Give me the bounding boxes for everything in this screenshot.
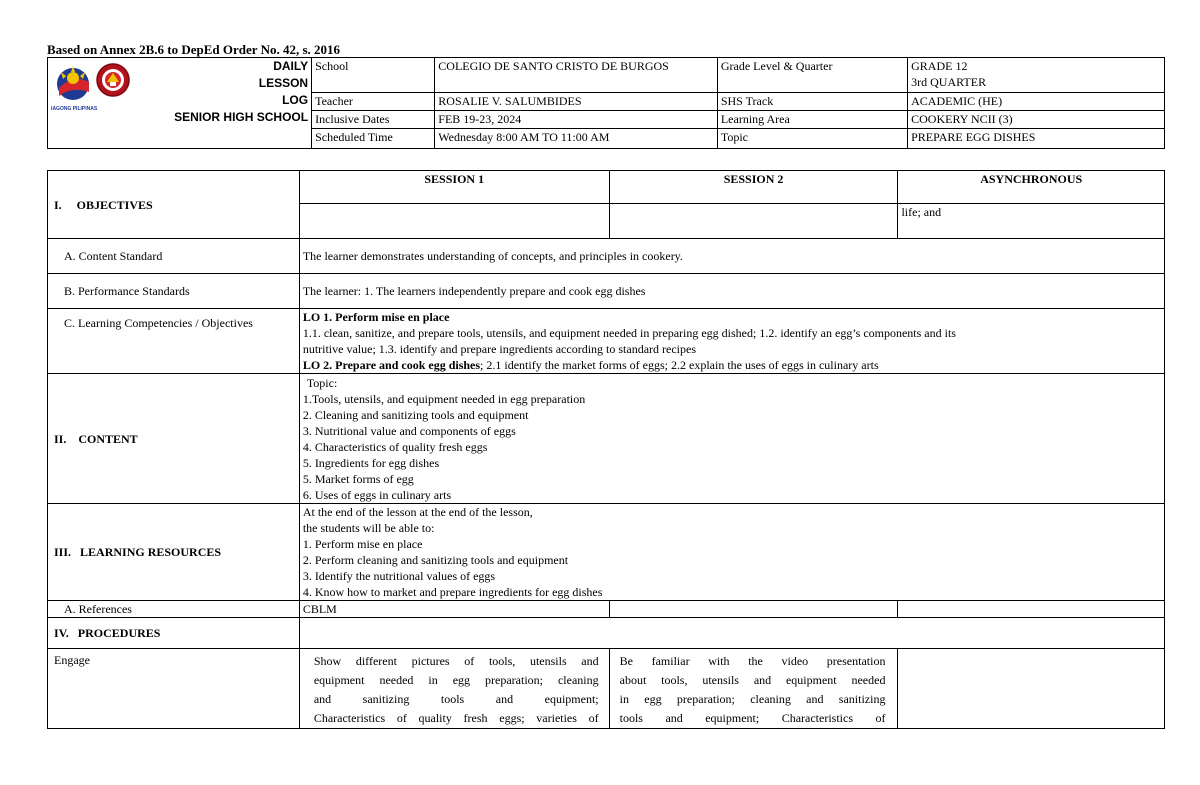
label-dates: Inclusive Dates — [312, 111, 435, 129]
lo2-text: ; 2.1 identify the market forms of eggs; 2.2 explain the uses of eggs in culinary arts — [480, 358, 879, 372]
engage-label: Engage — [48, 649, 300, 729]
grade-level: GRADE 12 — [911, 59, 968, 73]
performance-standards-label: B. Performance Standards — [48, 274, 300, 309]
content-topic-heading: Topic: — [306, 376, 338, 390]
logos-cell — [48, 58, 139, 149]
content-topics — [299, 374, 1164, 504]
value-track: ACADEMIC (HE) — [908, 93, 1165, 111]
dll-main-table — [47, 170, 1165, 729]
title-line-daily: DAILY — [273, 59, 309, 73]
logos — [51, 58, 135, 122]
quarter: 3rd QUARTER — [911, 75, 987, 89]
annex-note: Based on Annex 2B.6 to DepEd Order No. 42, s. 2016 — [47, 42, 341, 57]
references-async — [898, 601, 1165, 618]
references-label: A. References — [48, 601, 300, 618]
value-grade-quarter — [908, 58, 1165, 93]
bagong-pilipinas-logo — [51, 66, 98, 112]
performance-standards-text: The learner: 1. The learners independently prepare and cook egg dishes — [299, 274, 1164, 309]
title-line-lesson: LESSON — [258, 76, 309, 90]
engage-async — [898, 649, 1165, 729]
lr-line-5: 3. Identify the nutritional values of eggs — [302, 569, 496, 583]
engage-session-2 — [609, 649, 898, 729]
learning-resources-text — [299, 504, 1164, 601]
label-grade-quarter: Grade Level & Quarter — [717, 58, 907, 93]
label-time: Scheduled Time — [312, 129, 435, 149]
value-time: Wednesday 8:00 AM TO 11:00 AM — [435, 129, 718, 149]
label-track: SHS Track — [717, 93, 907, 111]
engage-s2-line-3: in egg preparation; cleaning and sanitizing — [619, 692, 886, 706]
lo1-line1: 1.1. clean, sanitize, and prepare tools, utensils, and equipment needed in preparing egg dished; 1.2. identify an egg’s components and its — [302, 326, 956, 340]
engage-s2-line-2: about tools, utensils and equipment needed — [619, 673, 886, 687]
references-session-2 — [609, 601, 898, 618]
dll-title — [138, 58, 312, 149]
engage-s1-line-3: and sanitizing tools and equipment; — [313, 692, 599, 706]
lo1-title: LO 1. Perform mise en place — [302, 310, 450, 324]
procedures-heading: IV. PROCEDURES — [48, 618, 300, 649]
value-teacher: ROSALIE V. SALUMBIDES — [435, 93, 718, 111]
objectives-async: life; and — [898, 204, 1165, 239]
engage-s1-line-4: Characteristics of quality fresh eggs; varieties of — [313, 711, 599, 725]
content-topic-4: 4. Characteristics of quality fresh eggs — [302, 440, 488, 454]
engage-s1-line-2: equipment needed in egg preparation; cleaning — [313, 673, 599, 687]
procedures-cell — [299, 618, 1164, 649]
session-2-header: SESSION 2 — [609, 171, 898, 204]
lo2-title: LO 2. Prepare and cook egg dishes — [302, 358, 481, 372]
lo1-line2: nutritive value; 1.3. identify and prepare ingredients according to standard recipes — [302, 342, 697, 356]
svg-text:BAGONG PILIPINAS: BAGONG PILIPINAS — [51, 106, 98, 112]
asynchronous-header: ASYNCHRONOUS — [898, 171, 1165, 204]
content-topic-3: 3. Nutritional value and components of eggs — [302, 424, 516, 438]
lr-line-3: 1. Perform mise en place — [302, 537, 423, 551]
competencies-label: C. Learning Competencies / Objectives — [48, 309, 300, 374]
content-standard-label: A. Content Standard — [48, 239, 300, 274]
objectives-heading: I. OBJECTIVES — [48, 171, 300, 239]
label-teacher: Teacher — [312, 93, 435, 111]
references-session-1: CBLM — [299, 601, 609, 618]
content-topic-5: 5. Ingredients for egg dishes — [302, 456, 440, 470]
value-topic: PREPARE EGG DISHES — [908, 129, 1165, 149]
session-1-header: SESSION 1 — [299, 171, 609, 204]
competencies-text — [299, 309, 1164, 374]
lr-line-6: 4. Know how to market and prepare ingredients for egg dishes — [302, 585, 603, 599]
title-line-log: LOG — [282, 93, 309, 107]
label-topic: Topic — [717, 129, 907, 149]
engage-session-1 — [299, 649, 609, 729]
lo2-line — [303, 357, 1161, 373]
content-topic-2: 2. Cleaning and sanitizing tools and equipment — [302, 408, 529, 422]
value-dates: FEB 19-23, 2024 — [435, 111, 718, 129]
content-topic-6: 5. Market forms of egg — [302, 472, 414, 486]
engage-s2-line-1: Be familiar with the video presentation — [619, 654, 886, 668]
value-learning-area: COOKERY NCII (3) — [908, 111, 1165, 129]
school-seal-logo — [97, 64, 129, 96]
label-learning-area: Learning Area — [717, 111, 907, 129]
content-topic-7: 6. Uses of eggs in culinary arts — [302, 488, 452, 502]
content-heading: II. CONTENT — [48, 374, 300, 504]
label-school: School — [312, 58, 435, 93]
engage-s1-line-1: Show different pictures of tools, utensils and — [313, 654, 599, 668]
engage-s2-line-4: tools and equipment; Characteristics of — [619, 711, 886, 725]
content-topic-1: 1.Tools, utensils, and equipment needed in egg preparation — [302, 392, 586, 406]
title-line-shs: SENIOR HIGH SCHOOL — [174, 110, 309, 124]
value-school: COLEGIO DE SANTO CRISTO DE BURGOS — [435, 58, 718, 93]
learning-resources-heading: III. LEARNING RESOURCES — [48, 504, 300, 601]
content-standard-text: The learner demonstrates understanding of concepts, and principles in cookery. — [299, 239, 1164, 274]
objectives-session-1 — [299, 204, 609, 239]
lr-line-1: At the end of the lesson at the end of the lesson, — [302, 505, 533, 519]
lr-line-2: the students will be able to: — [302, 521, 435, 535]
objectives-session-2 — [609, 204, 898, 239]
lr-line-4: 2. Perform cleaning and sanitizing tools and equipment — [302, 553, 569, 567]
header-table — [47, 57, 1165, 149]
